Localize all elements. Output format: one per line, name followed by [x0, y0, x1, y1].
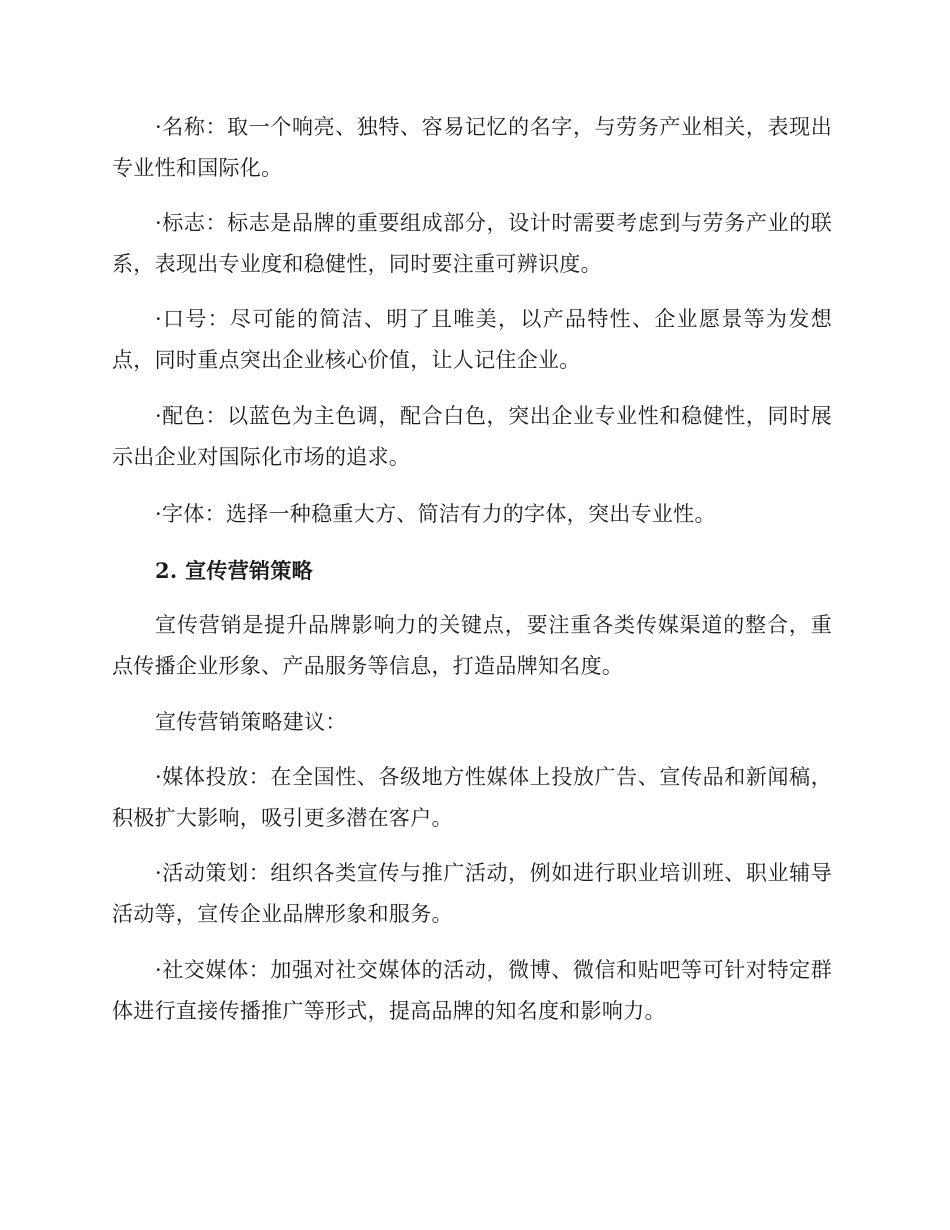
section-heading: 2. 宣传营销策略 — [155, 558, 313, 583]
paragraph-name: ·名称：取一个响亮、独特、容易记忆的名字，与劳务产业相关，表现出专业性和国际化。 — [112, 115, 832, 180]
paragraph-color: ·配色：以蓝色为主色调，配合白色，突出企业专业性和稳健性，同时展示出企业对国际化市场的追求。 — [112, 404, 832, 469]
list-item: ·社交媒体：加强对社交媒体的活动，微博、微信和贴吧等可针对特定群体进行直接传播推广等形式，提高品牌的知名度和影响力。 — [112, 958, 832, 1023]
list-item: ·媒体投放：在全国性、各级地方性媒体上投放广告、宣传品和新闻稿，积极扩大影响，吸引更多潜在客户。 — [112, 765, 832, 830]
paragraph-font: ·字体：选择一种稳重大方、简洁有力的字体，突出专业性。 — [155, 502, 716, 526]
section-intro: 宣传营销是提升品牌影响力的关键点，要注重各类传媒渠道的整合，重点传播企业形象、产品服务等信息，打造品牌知名度。 — [112, 613, 832, 678]
suggestions-label: 宣传营销策略建议： — [155, 710, 347, 734]
list-item: ·活动策划：组织各类宣传与推广活动，例如进行职业培训班、职业辅导活动等，宣传企业品牌形象和服务。 — [112, 861, 832, 926]
paragraph-slogan: ·口号：尽可能的简洁、明了且唯美，以产品特性、企业愿景等为发想点，同时重点突出企业核心价值，让人记住企业。 — [112, 307, 832, 372]
paragraph-logo: ·标志：标志是品牌的重要组成部分，设计时需要考虑到与劳务产业的联系，表现出专业度和稳健性，同时要注重可辨识度。 — [112, 211, 832, 276]
